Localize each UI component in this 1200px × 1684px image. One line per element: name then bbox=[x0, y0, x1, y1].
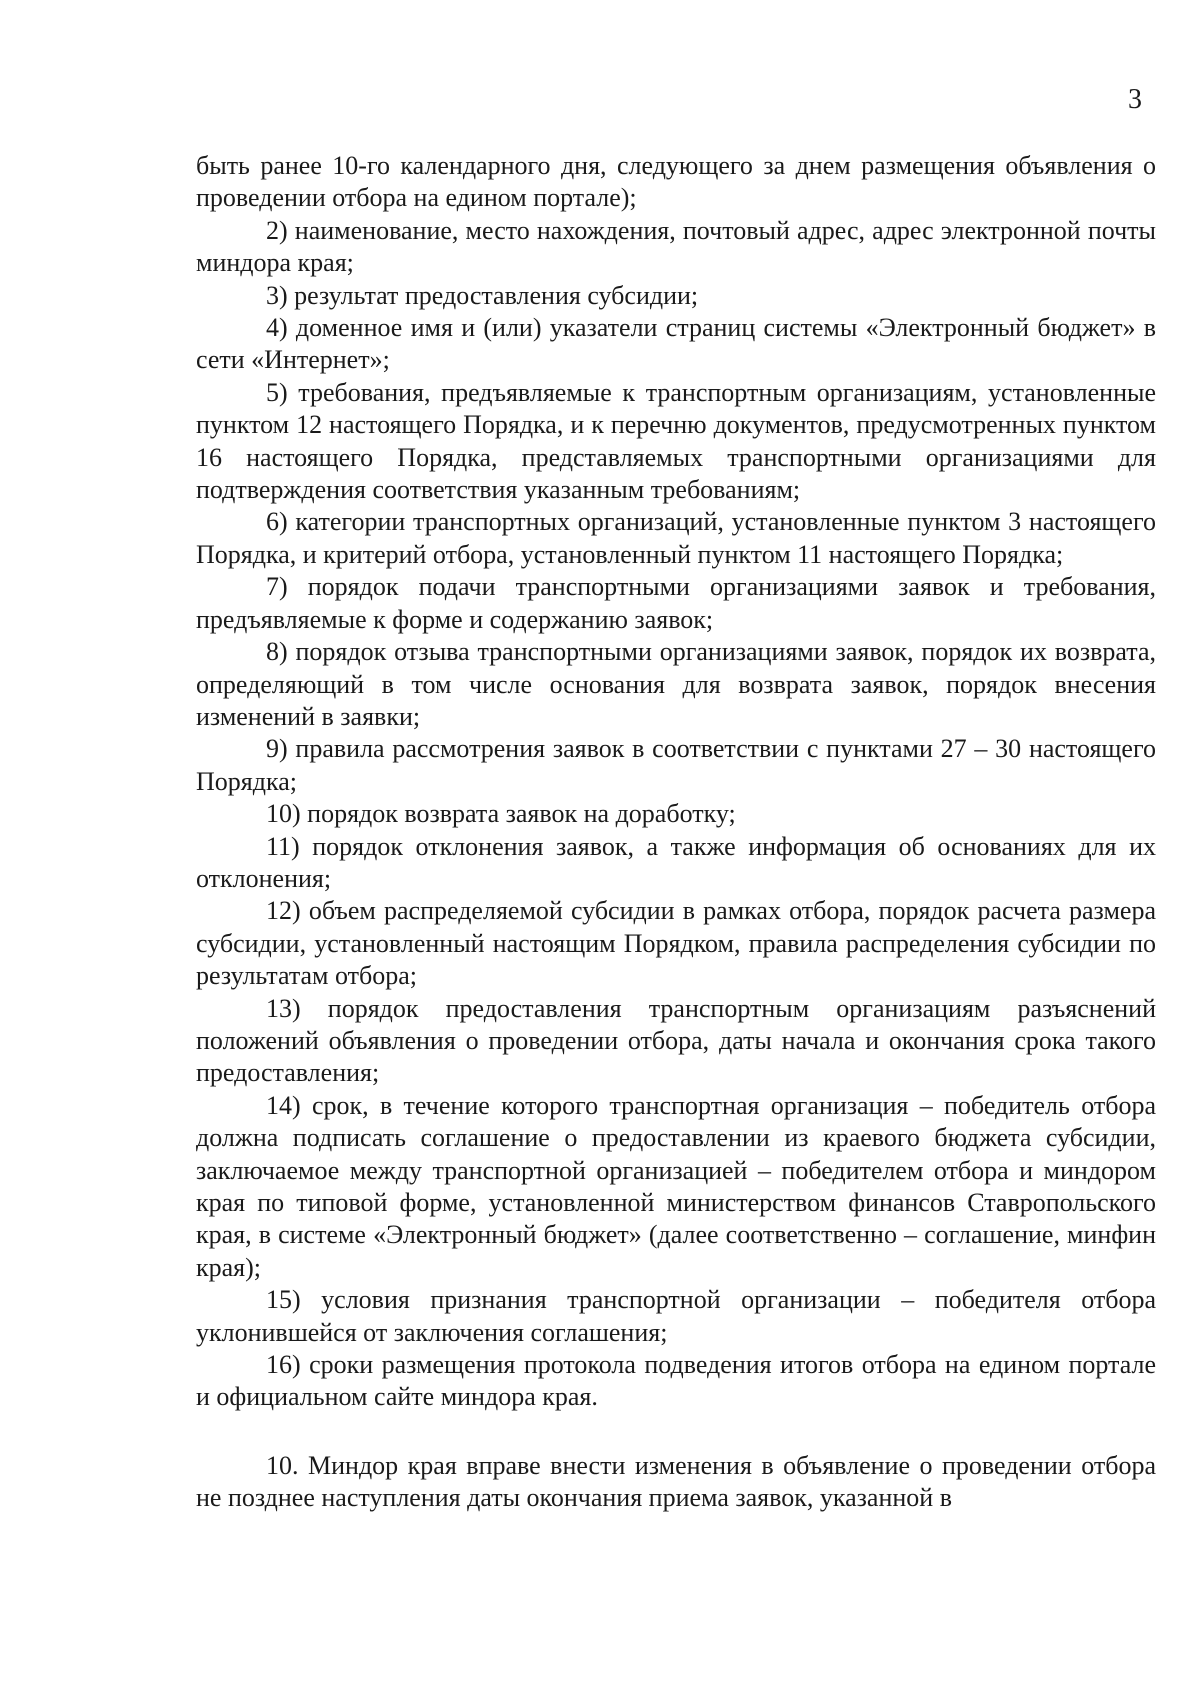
list-item-15: 15) условия признания транспортной организации – победителя отбора уклонившейся от заключения соглашения; bbox=[196, 1285, 1156, 1347]
list-item-2: 2) наименование, место нахождения, почтовый адрес, адрес электронной почты миндора края; bbox=[196, 215, 1156, 278]
list-item-3: 3) результат предоставления субсидии; bbox=[266, 280, 699, 310]
list-item-7: 7) порядок подачи транспортными организациями заявок и требования, предъявляемые к форме и содержанию заявок; bbox=[196, 572, 1156, 634]
list-item-9: 9) правила рассмотрения заявок в соответствии с пунктами 27 – 30 настоящего Порядка; bbox=[196, 734, 1156, 796]
document-body bbox=[196, 150, 1156, 1515]
list-item-13: 13) порядок предоставления транспортным организациям разъяснений положений объявления о проведении отбора, даты начала и окончания срока такого предоставления; bbox=[196, 993, 1156, 1088]
list-item-4: 4) доменное имя и (или) указатели страниц системы «Электронный бюджет» в сети «Интернет»; bbox=[196, 313, 1156, 375]
list-item-6: 6) категории транспортных организаций, установленные пунктом 3 настоящего Порядка, и критерий отбора, установленный пунктом 11 настоящего Порядка; bbox=[196, 507, 1156, 569]
paragraph-continuation: быть ранее 10-го календарного дня, следующего за днем размещения объявления о проведении отбора на едином портале); bbox=[196, 151, 1156, 213]
list-item-5: 5) требования, предъявляемые к транспортным организациям, установленные пунктом 12 настоящего Порядка, и к перечню документов, предусмотренных пунктом 16 настоящего Порядка, представляемых транспортными организациями для подтверждения соответствия указанным требованиям; bbox=[196, 377, 1156, 505]
list-item-12: 12) объем распределяемой субсидии в рамках отбора, порядок расчета размера субсидии, установленный настоящим Порядком, правила распределения субсидии по результатам отбора; bbox=[196, 896, 1156, 991]
list-item-11: 11) порядок отклонения заявок, а также информация об основаниях для их отклонения; bbox=[196, 831, 1156, 893]
section-10-paragraph: 10. Миндор края вправе внести изменения в объявление о проведении отбора не позднее наступления даты окончания приема заявок, указанной в bbox=[196, 1450, 1156, 1513]
paragraph-gap bbox=[196, 1414, 1156, 1450]
list-item-10: 10) порядок возврата заявок на доработку; bbox=[266, 799, 736, 829]
list-item-14: 14) срок, в течение которого транспортная организация – победитель отбора должна подписать соглашение о предоставлении из краевого бюджета субсидии, заключаемое между транспортной организацией – победителем отбора и миндором края по типовой форме, установленной министерством финансов Ставропольского края, в системе «Электронный бюджет» (далее соответственно – соглашение, минфин края); bbox=[196, 1090, 1156, 1282]
list-item-16: 16) сроки размещения протокола подведения итогов отбора на едином портале и официальном сайте миндора края. bbox=[196, 1350, 1156, 1412]
page-number: 3 bbox=[1128, 84, 1142, 115]
list-item-8: 8) порядок отзыва транспортными организациями заявок, порядок их возврата, определяющий в том числе основания для возврата заявок, порядок внесения изменений в заявки; bbox=[196, 637, 1156, 731]
